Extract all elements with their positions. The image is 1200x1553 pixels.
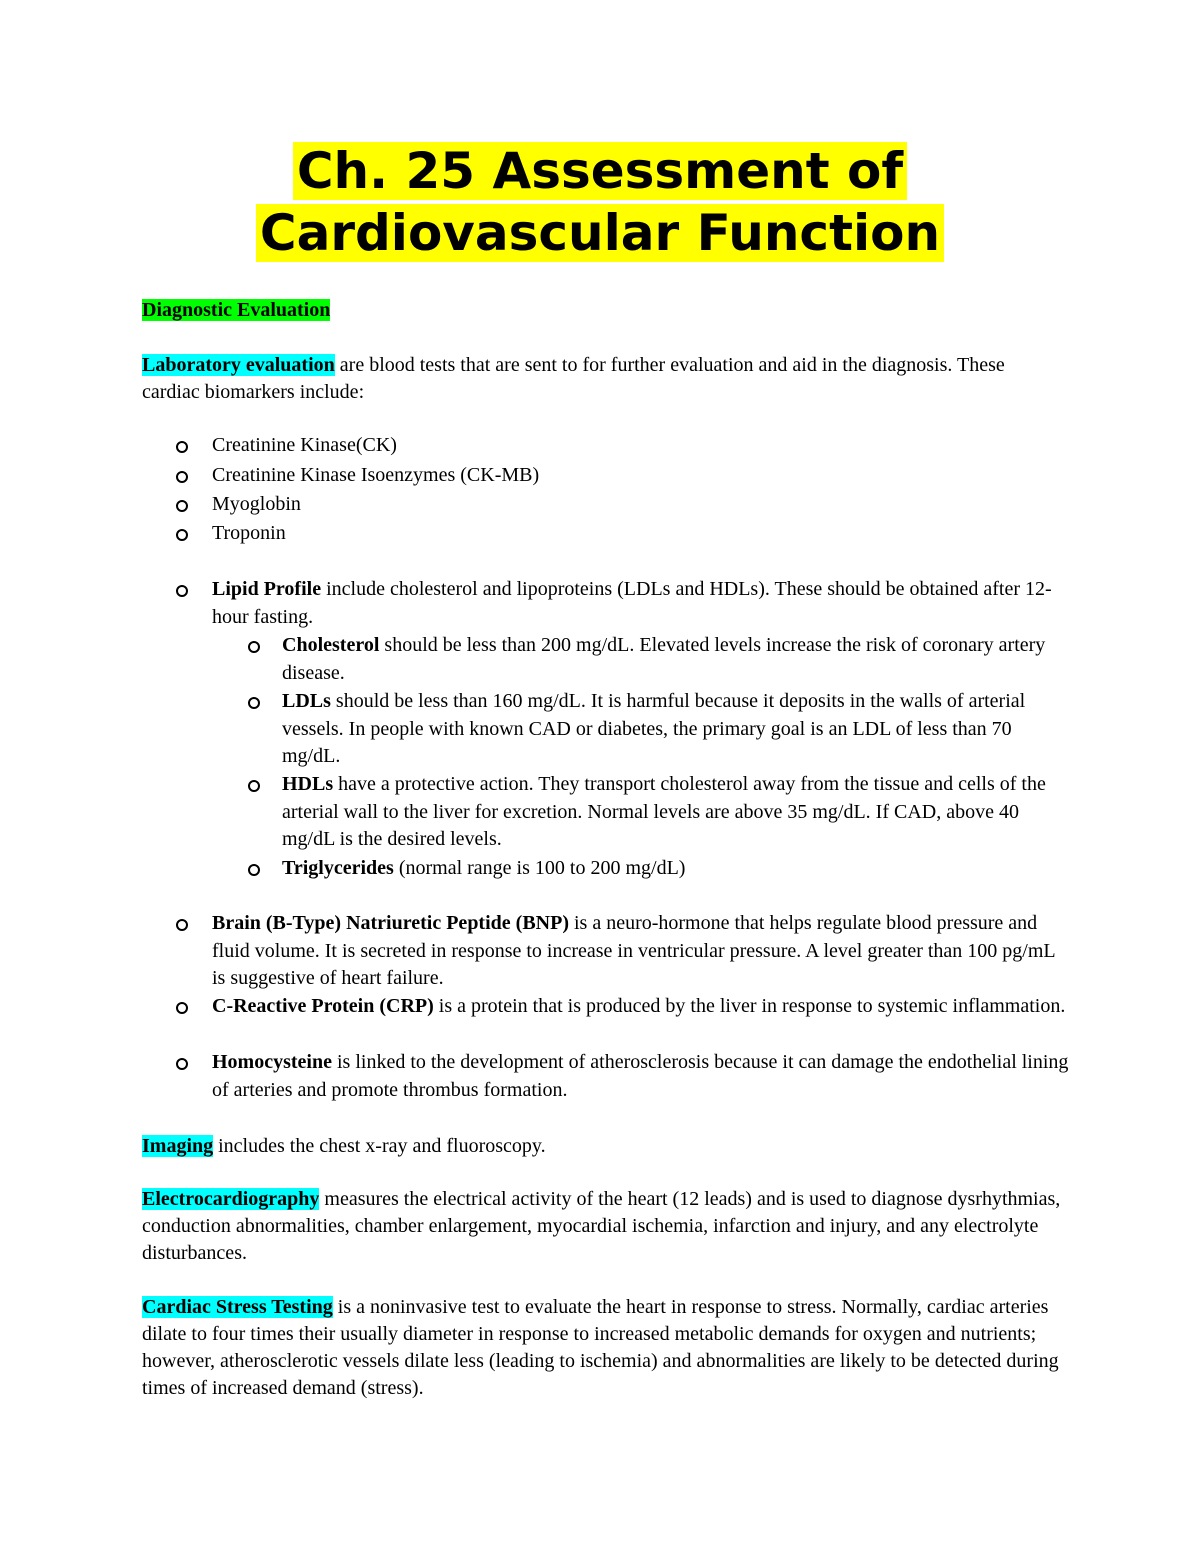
subitem-text: (normal range is 100 to 200 mg/dL) (393, 857, 686, 879)
bullet-icon (176, 529, 188, 541)
lipid-term: Lipid Profile (212, 578, 322, 600)
title-line-1: Ch. 25 Assessment of (293, 142, 907, 200)
bullet-icon (176, 1058, 188, 1070)
stress-paragraph (142, 1294, 1062, 1402)
subitem-term: Cholesterol (282, 634, 380, 656)
imaging-paragraph (142, 1133, 1062, 1160)
marker-text: is a neuro-hormone that helps regulate blood pressure and fluid volume. It is secreted in response to increase in ventricular pressure. A level greater than 100 pg/mL is suggestive of heart failure. (212, 912, 1055, 989)
bullet-icon (176, 585, 188, 597)
lipid-text: include cholesterol and lipoproteins (LDLs and HDLs). These should be obtained after 12-hour fasting. (212, 578, 1052, 628)
lipid-subitem-triglycerides (282, 855, 1072, 883)
subitem-term: LDLs (282, 690, 331, 712)
ecg-term: Electrocardiography (142, 1188, 320, 1210)
marker-text: is linked to the development of atherosclerosis because it can damage the endothelial lining of arteries and promote thrombus formation. (212, 1051, 1069, 1101)
imaging-term: Imaging (142, 1135, 214, 1157)
lab-text: are blood tests that are sent to for further evaluation and aid in the diagnosis. These cardiac biomarkers include: (142, 354, 1005, 403)
subitem-text: should be less than 160 mg/dL. It is harmful because it deposits in the walls of arterial vessels. In people with known CAD or diabetes, the primary goal is an LDL of less than 70 mg/dL. (282, 690, 1026, 767)
title-line-2: Cardiovascular Function (256, 204, 944, 262)
bullet-icon (176, 441, 188, 453)
lab-paragraph (142, 352, 1062, 406)
marker-item-crp (212, 993, 1072, 1021)
list-item: Troponin (212, 522, 286, 544)
list-item: Creatinine Kinase Isoenzymes (CK-MB) (212, 464, 540, 486)
lab-term: Laboratory evaluation (142, 354, 335, 376)
lipid-subitem-cholesterol (282, 632, 1072, 687)
lipid-subitem-ldls (282, 688, 1072, 771)
imaging-text: includes the chest x-ray and fluoroscopy. (213, 1135, 546, 1157)
lipid-subitem-hdls (282, 771, 1072, 854)
lipid-item (212, 576, 1072, 631)
subitem-term: HDLs (282, 773, 334, 795)
marker-item-homocysteine (212, 1049, 1072, 1104)
section-heading (142, 297, 1062, 324)
bullet-icon (248, 697, 260, 709)
bullet-icon (248, 780, 260, 792)
marker-term: Brain (B-Type) Natriuretic Peptide (BNP) (212, 912, 569, 934)
ecg-text: measures the electrical activity of the heart (12 leads) and is used to diagnose dysrhythmias, conduction abnormalities, chamber enlargement, myocardial ischemia, infarction and injury, and any electrolyte disturbances. (142, 1188, 1061, 1264)
section-heading-text: Diagnostic Evaluation (142, 299, 331, 321)
marker-item-bnp (212, 910, 1072, 993)
subitem-text: should be less than 200 mg/dL. Elevated levels increase the risk of coronary artery disease. (282, 634, 1046, 684)
marker-term: C-Reactive Protein (CRP) (212, 995, 434, 1017)
bullet-icon (176, 1002, 188, 1014)
marker-text: is a protein that is produced by the liver in response to systemic inflammation. (433, 995, 1066, 1017)
marker-term: Homocysteine (212, 1051, 332, 1073)
bullet-icon (176, 500, 188, 512)
page-title (0, 140, 1200, 264)
bullet-icon (248, 864, 260, 876)
subitem-term: Triglycerides (282, 857, 394, 879)
stress-term: Cardiac Stress Testing (142, 1296, 333, 1318)
list-item: Creatinine Kinase(CK) (212, 434, 397, 456)
stress-text: is a noninvasive test to evaluate the heart in response to stress. Normally, cardiac arteries dilate to four times their usually diameter in response to increased metabolic demands for oxygen and nutrients; however, atherosclerotic vessels dilate less (leading to ischemia) and abnormalities are likely to be detected during times of increased demand (stress). (142, 1296, 1059, 1399)
bullet-icon (176, 471, 188, 483)
subitem-text: have a protective action. They transport cholesterol away from the tissue and cells of the arterial wall to the liver for excretion. Normal levels are above 35 mg/dL. If CAD, above 40 mg/dL is the desired levels. (282, 773, 1046, 850)
ecg-paragraph (142, 1186, 1062, 1267)
bullet-icon (176, 919, 188, 931)
bullet-icon (248, 641, 260, 653)
list-item: Myoglobin (212, 493, 301, 515)
